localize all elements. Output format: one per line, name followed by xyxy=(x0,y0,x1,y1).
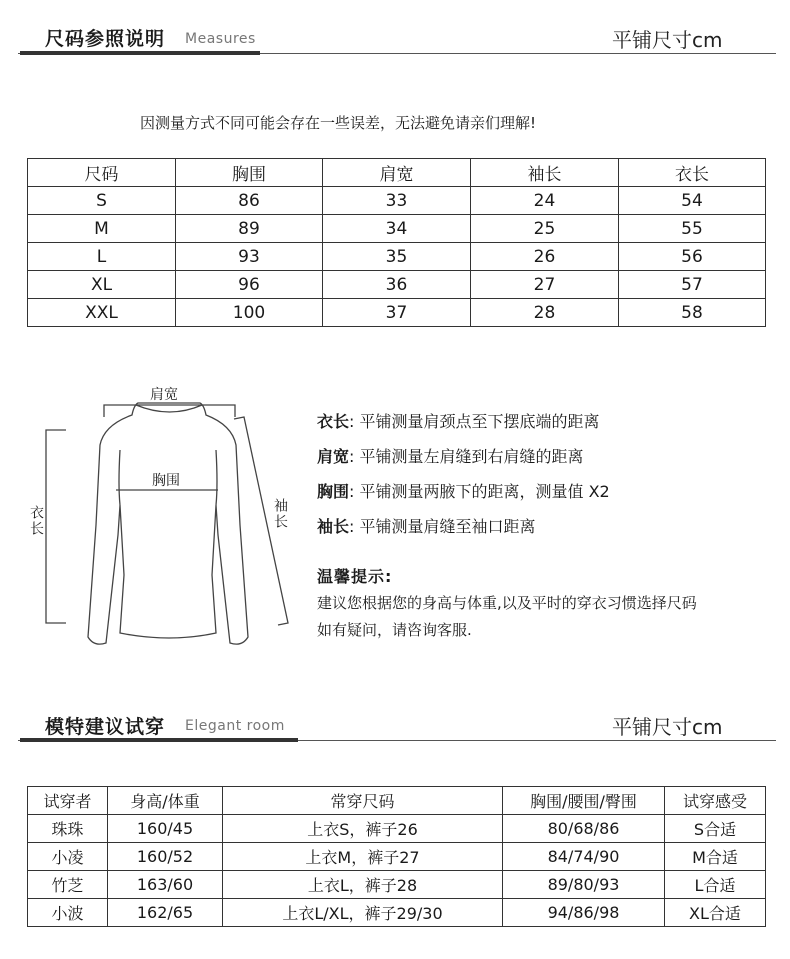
unit-label-bottom: 平铺尺寸cm xyxy=(612,715,723,739)
table-row xyxy=(28,815,766,843)
unit-label-top: 平铺尺寸cm xyxy=(612,28,723,52)
measurements-col-header: 胸围/腰围/臀围 xyxy=(503,787,665,815)
right-armhole xyxy=(216,450,217,505)
table-row xyxy=(28,843,766,871)
definition-length xyxy=(317,409,600,432)
definition-term: 肩宽 xyxy=(317,447,350,466)
table-cell: 上衣M，裤子27 xyxy=(223,843,503,871)
table-cell: 160/45 xyxy=(108,815,223,843)
size-table-header-row xyxy=(28,159,766,187)
table-cell: S合适 xyxy=(665,815,766,843)
shoulder-measure-line xyxy=(104,405,235,417)
table-cell: 55 xyxy=(619,215,766,243)
section-title-measures: 尺码参照说明 xyxy=(45,28,166,50)
diagram-label-length: 衣长 xyxy=(28,505,44,537)
section-title-model: 模特建议试穿 xyxy=(45,716,166,738)
table-cell: 58 xyxy=(619,299,766,327)
table-cell: 37 xyxy=(323,299,471,327)
garment-diagram xyxy=(20,375,305,660)
section-subtitle-model: Elegant room xyxy=(185,718,285,734)
table-cell: 96 xyxy=(176,271,323,299)
model-fit-table xyxy=(27,786,766,927)
table-cell: 33 xyxy=(323,187,471,215)
table-cell: 80/68/86 xyxy=(503,815,665,843)
diagram-label-sleeve: 袖长 xyxy=(272,498,288,530)
fit-feeling-col-header: 试穿感受 xyxy=(665,787,766,815)
table-cell: 27 xyxy=(471,271,619,299)
chest-col-header: 胸围 xyxy=(176,159,323,187)
collar-line xyxy=(136,405,202,412)
table-cell: S xyxy=(28,187,176,215)
definition-term: 衣长 xyxy=(317,412,350,431)
table-cell: 上衣S，裤子26 xyxy=(223,815,503,843)
table-cell: 89 xyxy=(176,215,323,243)
size-col-header: 尺码 xyxy=(28,159,176,187)
table-cell: 28 xyxy=(471,299,619,327)
table-cell: M xyxy=(28,215,176,243)
shoulder-col-header: 肩宽 xyxy=(323,159,471,187)
table-row xyxy=(28,299,766,327)
definition-term: 胸围 xyxy=(317,482,350,501)
table-cell: M合适 xyxy=(665,843,766,871)
table-row xyxy=(28,243,766,271)
definition-chest xyxy=(317,479,610,502)
definition-text: : 平铺测量肩颈点至下摆底端的距离 xyxy=(349,412,600,431)
table-cell: 25 xyxy=(471,215,619,243)
definition-text: : 平铺测量两腋下的距离，测量值 X2 xyxy=(349,482,610,501)
size-chart-table xyxy=(27,158,766,327)
diagram-label-shoulder: 肩宽 xyxy=(150,387,178,403)
table-cell: 36 xyxy=(323,271,471,299)
table-cell: 160/52 xyxy=(108,843,223,871)
tester-col-header: 试穿者 xyxy=(28,787,108,815)
table-cell: 上衣L/XL，裤子29/30 xyxy=(223,899,503,927)
table-cell: 小凌 xyxy=(28,843,108,871)
table-cell: 26 xyxy=(471,243,619,271)
table-cell: 57 xyxy=(619,271,766,299)
table-cell: 84/74/90 xyxy=(503,843,665,871)
header-rule-accent-bottom xyxy=(20,738,298,742)
height-weight-col-header: 身高/体重 xyxy=(108,787,223,815)
table-row xyxy=(28,271,766,299)
measurement-disclaimer: 因测量方式不同可能会存在一些误差，无法避免请亲们理解! xyxy=(140,114,537,132)
model-table-header-row xyxy=(28,787,766,815)
length-measure-line xyxy=(46,430,66,623)
definition-shoulder xyxy=(317,444,584,467)
definition-sleeve xyxy=(317,514,536,537)
table-cell: 上衣L，裤子28 xyxy=(223,871,503,899)
definition-text: : 平铺测量肩缝至袖口距离 xyxy=(349,517,536,536)
table-cell: 竹芝 xyxy=(28,871,108,899)
table-row xyxy=(28,187,766,215)
section-subtitle-measures: Measures xyxy=(185,31,256,47)
table-cell: 56 xyxy=(619,243,766,271)
garment-outline xyxy=(88,403,248,644)
left-armhole xyxy=(119,450,120,505)
table-cell: 93 xyxy=(176,243,323,271)
table-cell: L合适 xyxy=(665,871,766,899)
table-cell: 163/60 xyxy=(108,871,223,899)
table-cell: 94/86/98 xyxy=(503,899,665,927)
table-cell: 34 xyxy=(323,215,471,243)
tips-line-1: 建议您根据您的身高与体重,以及平时的穿衣习惯选择尺码 xyxy=(317,594,697,612)
header-rule-accent-top xyxy=(20,51,260,55)
table-cell: 24 xyxy=(471,187,619,215)
table-cell: 162/65 xyxy=(108,899,223,927)
definition-term: 袖长 xyxy=(317,517,350,536)
usual-size-col-header: 常穿尺码 xyxy=(223,787,503,815)
table-cell: XL xyxy=(28,271,176,299)
tips-line-2: 如有疑问，请咨询客服. xyxy=(317,621,472,639)
table-cell: 小波 xyxy=(28,899,108,927)
table-row xyxy=(28,215,766,243)
table-row xyxy=(28,899,766,927)
table-cell: 35 xyxy=(323,243,471,271)
diagram-label-chest: 胸围 xyxy=(152,473,180,489)
tips-title: 温馨提示: xyxy=(317,567,393,586)
length-col-header: 衣长 xyxy=(619,159,766,187)
table-cell: L xyxy=(28,243,176,271)
table-cell: 100 xyxy=(176,299,323,327)
table-cell: 86 xyxy=(176,187,323,215)
table-row xyxy=(28,871,766,899)
table-cell: 89/80/93 xyxy=(503,871,665,899)
table-cell: XL合适 xyxy=(665,899,766,927)
table-cell: XXL xyxy=(28,299,176,327)
definition-text: : 平铺测量左肩缝到右肩缝的距离 xyxy=(349,447,584,466)
sleeve-col-header: 袖长 xyxy=(471,159,619,187)
table-cell: 54 xyxy=(619,187,766,215)
table-cell: 珠珠 xyxy=(28,815,108,843)
